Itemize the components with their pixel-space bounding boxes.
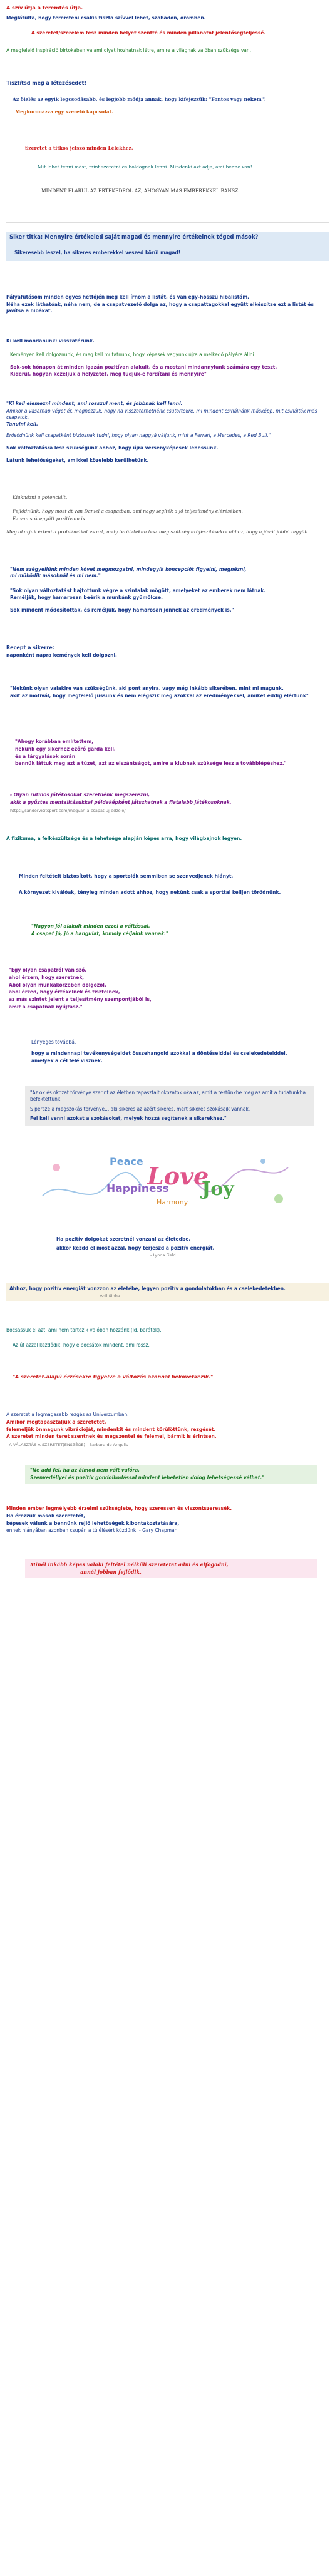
- weekly-line: Pályafutásom minden egyes hétfőjén meg kell írnom a listát, és van egy-hosszú hibalistám.: [6, 294, 250, 300]
- cleanse-title: Tisztítsd meg a létezésedet!: [6, 80, 87, 86]
- alignment-line: Lényeges továbbá,: [31, 1039, 76, 1045]
- password-line: MINDENT ELÁRUL AZ ÉRTÉKEDRŐL AZ, AHOGYAN MAS EMBEREKKEL BÁNSZ.: [41, 187, 240, 193]
- section-team-mood: [6, 923, 329, 937]
- comeback-line: Sok-sok hónapon át minden igazán pozitívan alakult, és a mostani mindannyiunk számára egy teszt.: [10, 364, 277, 370]
- letgo-line: Az út azzal kezdődik, hogy elbocsátok mindent, ami rossz.: [13, 1342, 150, 1348]
- analysis-line: Erősödnünk kell csapatként biztosnak tudni, hogy olyan naggyá váljunk, mint a Ferrari, a Mercedes, a Red Bull.": [6, 433, 271, 438]
- section-analysis: [6, 401, 329, 463]
- cleanse-line: Megkoronázza egy szerető kapcsolat.: [15, 109, 113, 115]
- peace-love-picture: [38, 1152, 297, 1211]
- vibration-line: Amikor megtapasztaljuk a szeretetet,: [6, 1419, 106, 1425]
- motivation-line: "Nekünk olyan valakire van szükségünk, aki pont anyira, vagy még inkább sikerében, mint mi magunk,: [10, 685, 284, 691]
- dot-icon: [274, 1194, 283, 1203]
- section-fire: [6, 739, 329, 767]
- success-line: Sikeresebb leszel, ha sikeres emberekkel veszed körül magad!: [14, 250, 181, 256]
- environment-line: Minden feltételt biztosított, hogy a sportolók semmiben se szenvedjenek hiányt.: [19, 873, 234, 879]
- password-line: Mit lehet tenni mást, mint szeretni és boldognak lenni. Mindenki azt adja, ami benne van!: [38, 163, 252, 170]
- potential-line: Fejlődnünk, hogy most át van Daniel a csapatban, ami nagy segíték a jó teljesítmény elérésében.: [13, 508, 243, 514]
- section-weekly-list: [6, 294, 329, 314]
- comeback-line: Keményen kell dolgoznunk, és meg kell mutatnunk, hogy képesek vagyunk újra a melkedő pályára állni.: [10, 351, 256, 357]
- quote-author: - A VÁLASZTÁS A SZERETET(ENSZÉGE) - Barbara de Angelis: [6, 1442, 128, 1447]
- attract-line: Ahhoz, hogy pozitív energiát vonzzon az életébe, legyen pozitív a gondolatokban és a cselekedetekben.: [9, 1286, 286, 1291]
- need-line: Minden ember legmélyebb érzelmi szükséglete, hogy szeressen és viszontszeressék.: [6, 1506, 232, 1511]
- mood-line: A csapat jó, jó a hangulat, komoly céljaink vannak.": [31, 930, 168, 936]
- recipe-line: naponként napra kemények kell dolgozni.: [6, 652, 117, 659]
- section-love-change: [6, 1374, 329, 1380]
- word-love: Love: [147, 1162, 209, 1190]
- valued-line: Abol olyan munkakörzeben dolgozol,: [9, 982, 106, 988]
- mood-line: "Nagyon jól alakult minden ezzel a váltással.: [31, 923, 150, 929]
- unconditional-line: Minél inkább képes valaki feltétel nélküli szeretetet adni és elfogadni,: [30, 1561, 229, 1568]
- section-potential: [6, 495, 329, 535]
- dot-icon: [53, 1164, 60, 1171]
- valued-line: ahol érzem, hogy szeretnek,: [9, 974, 85, 980]
- section-positive-energy: [6, 1236, 329, 1258]
- intro-title: A szív útja a teremtés útja.: [6, 5, 83, 11]
- word-joy: Joy: [202, 1178, 234, 1200]
- comeback-line: Kiderül, hogyan kezeljük a helyzetet, meg tudjuk-e fordítani és mennyire": [10, 371, 207, 377]
- source-link[interactable]: https://sandorvisitsport.com/megvan-a-csapat-uj-edzoje/: [10, 808, 126, 813]
- analysis-line: Sok változtatásra lesz szükségünk ahhoz, hogy újra versenyképesek lehessünk.: [6, 444, 219, 451]
- mentality-line: - Olyan rutinos játékosokat szeretnénk megszerezni,: [10, 792, 150, 798]
- need-line: képesek válunk a bennünk rejlő lehetőségek kibontakoztatására,: [6, 1520, 180, 1526]
- section-motivation: [6, 685, 329, 699]
- motivation-line: akit az motivál, hogy megfelelő jussunk és nem elégszik meg azokkal az eredményekkel, amiket eddig elértünk": [10, 692, 309, 699]
- letgo-line: Bocsássuk el azt, ami nem tartozik valóban hozzánk (ld. barátok).: [6, 1327, 162, 1333]
- section-highest-vibration: [6, 1412, 329, 1447]
- section-environment: [6, 873, 329, 896]
- section-comeback: [6, 338, 329, 377]
- password-line: Szeretet a titkos jelszó minden Lélekhez.: [25, 145, 133, 151]
- cause-line: "Az ok és okozat törvénye szerint az életben tapasztalt okozatok oka az, amit a testünkbe meg az amit a tudatunkba befektettünk.: [30, 1090, 306, 1102]
- valued-line: az más szintet jelent a teljesítmény szempontjából is,: [9, 997, 152, 1002]
- analysis-line: Látunk lehetőségeket, amikkel közelebb kerülhetünk.: [6, 457, 149, 463]
- quote-author: - Anil Sinha: [97, 1293, 120, 1298]
- potential-line: Meg akarjuk érteni a problémákat és azt, mely területeken lesz még szükség erőfeszítésekre ahhoz, hogy a jövőt jobbá tegyük.: [6, 529, 309, 535]
- cause-line: Fel kell venni azokat a szokásokat, melyek hozzá segítenek a sikerekhez.": [30, 1116, 227, 1122]
- potential-line: Kiaknázni a potenciált.: [13, 495, 68, 500]
- vibration-line: A szeretet a legmagasabb rezgés az Univerzumban.: [6, 1412, 129, 1417]
- word-peace: Peace: [110, 1156, 143, 1167]
- environment-line: A környezet kiválóak, tényleg minden adott ahhoz, hogy nekünk csak a sporttal kelljen törődnünk.: [19, 889, 281, 895]
- section-unconditional-love: [25, 1559, 317, 1578]
- quote-author: - Lynda Field: [150, 1252, 176, 1258]
- alignment-line: hogy a mindennapi tevékenységeidet összehangold azokkal a döntéseiddel és cselekedeteiddel,: [31, 1050, 287, 1056]
- fire-line: bennük láttuk meg azt a tüzet, azt az elszántságot, amire a klubnak szüksége lesz a továbblépéshez.": [15, 761, 287, 767]
- vibration-line: A szeretet minden teret szentnek és megszentel és felemel, bármit is érintsen.: [6, 1434, 217, 1440]
- section-valued: [6, 967, 329, 1010]
- section-cause-effect: [25, 1086, 314, 1126]
- weekly-line: Néha ezek láthatóak, néha nem, de a csapatvezető dolga az, hogy a csapattagokkal együtt elkészítse ezt a listát és javítsa a hibákat.: [6, 301, 314, 314]
- valued-line: ahol érzed, hogy értékelnek és tisztelnek,: [9, 989, 120, 995]
- effort-line: "Nem szégyellünk minden követ megmozgatni, mindegyik koncepciót figyelni, megnézni,: [10, 567, 247, 572]
- effort-line: Sok mindent módosítottak, és reméljük, hogy hamarosan jönnek az eredmények is.": [10, 607, 234, 613]
- recipe-title: Recept a sikerre:: [6, 645, 54, 650]
- dream-line: "Ne add fel, ha az álmod nem vált valóra.: [30, 1467, 140, 1473]
- analysis-line: "Ki kell elemezni mindent, ami rosszul ment, és jobbnak kell lenni.: [6, 401, 183, 406]
- alignment-line: amelyek a cél felé visznek.: [31, 1057, 103, 1064]
- valued-line: amit a csapatnak nyújtasz.": [9, 1003, 83, 1010]
- mentality-line: akik a gyűztes mentalitásukkal példaképként játszhatnak a fiatalabb játékosoknak.: [10, 799, 232, 805]
- divider: [6, 222, 329, 223]
- section-champion: [6, 836, 329, 842]
- love-change-line: "A szeretet-alapú érzésekre figyelve a változás azonnal bekövetkezik.": [13, 1374, 214, 1380]
- section-intro: [6, 5, 329, 54]
- effort-line: mi működik másoknál és mi nem.": [10, 572, 101, 578]
- cleanse-line: Az ölelés az egyik legcsodásabb, és legjobb módja annak, hogy kifejezzük: "Fontos vagy nekem"!: [13, 96, 266, 103]
- intro-line: A megfelelő inspiráció birtokában valami olyat hozhatnak létre, amire a világnak valóban szüksége van.: [6, 47, 252, 53]
- intro-line: Meglátulta, hogy teremteni csakis tiszta szívvel lehet, szabadon, örömben.: [6, 15, 206, 21]
- comeback-title: Ki kell mondanunk: visszatérünk.: [6, 338, 95, 344]
- effort-line: Remélják, hogy hamarosan beérik a munkánk gyümölcse.: [10, 595, 163, 601]
- potential-line: Ez van sok együtt pozitívum is.: [13, 515, 87, 521]
- section-cleanse: [6, 80, 329, 115]
- section-mentality: [6, 792, 329, 813]
- analysis-line: Amikor a vasárnap véget ér, megnézzük, hogy ha visszatérhetnénk csütörtökre, mi mindent csinálnánk másképp, mit csinálták más csapatok.: [6, 408, 317, 420]
- fire-line: és a tárgyalások során: [15, 753, 76, 759]
- section-alignment: [6, 1039, 329, 1064]
- cause-line: S persze a megszokás törvénye... aki sikeres az azért sikeres, mert sikeres szokásaik vannak.: [30, 1106, 250, 1112]
- section-attract: [6, 1283, 329, 1301]
- energy-line: Ha pozitív dolgokat szeretnél vonzani az életedbe,: [56, 1236, 191, 1242]
- word-happiness: Happiness: [106, 1183, 169, 1195]
- dot-icon: [260, 1159, 265, 1164]
- intro-line: A szeretet/szerelem tesz minden helyet szentté és minden pillanatot jelentőségteljessé.: [31, 30, 266, 36]
- need-line: Ha érezzük mások szeretetét,: [6, 1512, 86, 1519]
- champion-line: A fizikuma, a felkészültsége és a tehetsége alapján képes arra, hogy világbajnok legyen.: [6, 836, 242, 841]
- section-effort: [6, 567, 329, 613]
- dream-line: Szenvedéllyel és pozitív gondolkodással mindent lehetetlen dolog lehetségessé válhat.": [30, 1474, 265, 1480]
- analysis-line: Tanulni kell.: [6, 421, 38, 428]
- fire-line: "Ahogy korábban említettem,: [15, 739, 94, 744]
- need-line: ennek hiányában azonban csupán a túlélésért küzdünk. - Gary Chapman: [6, 1527, 178, 1534]
- energy-line: akkor kezdd el most azzal, hogy terjeszd a pozitív energiát.: [56, 1244, 215, 1251]
- word-harmony: Harmony: [157, 1198, 188, 1206]
- section-let-go: [6, 1327, 329, 1348]
- section-recipe: [6, 645, 329, 659]
- unconditional-line: annál jobban fejlődik.: [80, 1569, 142, 1576]
- section-success-secret: [6, 232, 329, 261]
- valued-line: "Egy olyan csapatról van szó,: [9, 967, 87, 973]
- section-password: [25, 145, 326, 193]
- vibration-line: felemeljük önmagunk vibrációját, mindenkit és mindent körülöttünk, rezgését.: [6, 1426, 216, 1432]
- fire-line: nekünk egy sikerhez ezőrő gárda kell,: [15, 746, 116, 752]
- effort-line: "Sok olyan változtatást hajtottunk végre a szintalak mögött, amelyeket az emberek nem látnak.: [10, 587, 266, 593]
- section-dont-give-up: [25, 1465, 317, 1484]
- section-emotional-need: [6, 1506, 329, 1534]
- success-title: Siker titka: Mennyire értékeled saját magad és mennyire értékelnek téged mások?: [9, 234, 259, 240]
